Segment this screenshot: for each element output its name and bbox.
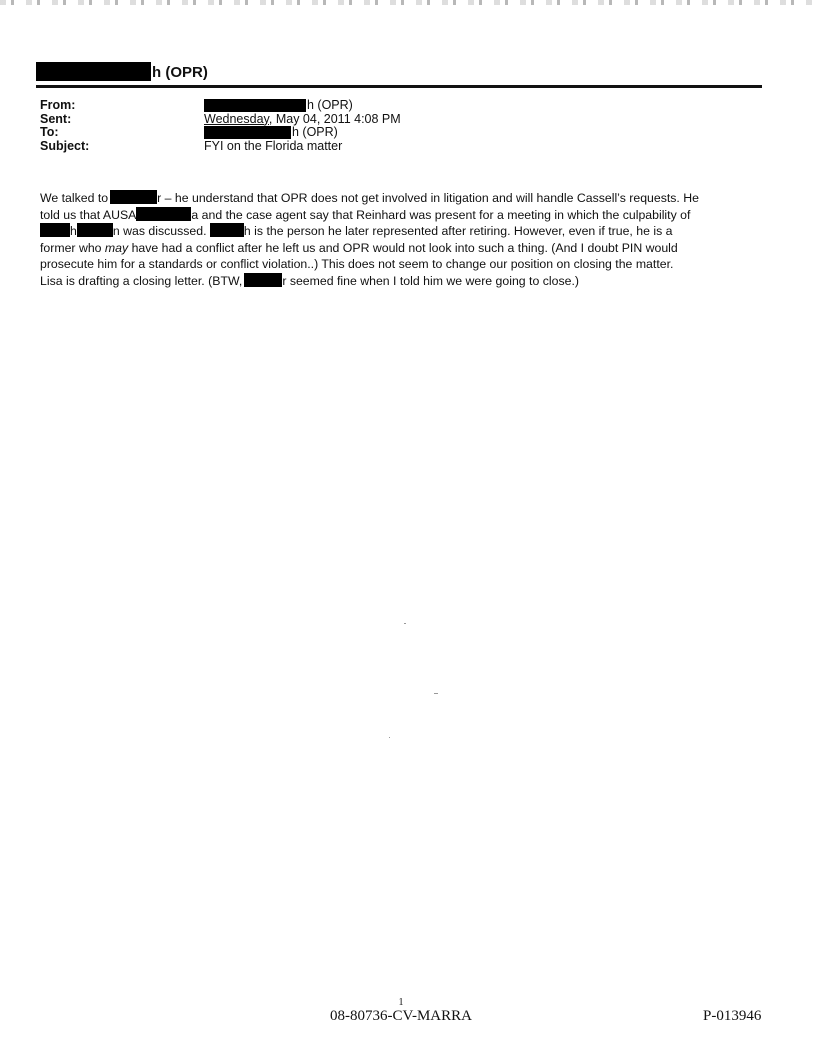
email-header-name (36, 62, 436, 84)
to-value (204, 126, 640, 140)
email-body (40, 190, 760, 289)
sent-label: Sent: (40, 111, 72, 126)
body-text: Lisa is drafting a closing letter. (BTW, (40, 273, 243, 288)
header-name-suffix: h (OPR) (152, 64, 208, 81)
to-label: To: (40, 125, 59, 139)
sent-row (40, 113, 640, 127)
subject-value: FYI on the Florida matter (204, 138, 343, 153)
body-line-2 (40, 207, 760, 224)
body-text: former who (40, 240, 105, 255)
body-text: r – he understand that OPR does not get involved in litigation and will handle Cassell’s requests. He (157, 191, 699, 205)
body-text: have had a conflict after he left us and OPR would not look into such a thing. (And I doubt PIN would (128, 240, 678, 255)
from-label: From: (40, 98, 76, 112)
body-line-6 (40, 273, 760, 290)
body-line-5: prosecute him for a standards or conflict violation..) This does not seem to change our position on closing the matter. (40, 257, 674, 271)
redaction-bar (204, 99, 306, 112)
scan-artifact-top-edge (0, 0, 816, 5)
body-line-4 (40, 240, 760, 257)
redaction-bar (204, 126, 291, 139)
redaction-bar (210, 223, 244, 237)
body-text: We talked to (40, 191, 109, 205)
sent-datetime: May 04, 2011 4:08 PM (275, 111, 401, 126)
from-value-text: h (OPR) (307, 98, 353, 112)
body-text: r seemed fine when I told him we were going to close.) (282, 273, 579, 288)
subject-row (40, 140, 640, 154)
scan-speck (389, 737, 390, 738)
body-text: h (70, 224, 77, 238)
redaction-bar (110, 190, 157, 204)
to-value-text: h (OPR) (292, 125, 338, 139)
to-row (40, 126, 640, 140)
body-line-3 (40, 223, 760, 240)
redaction-bar (36, 62, 151, 81)
subject-label: Subject: (40, 138, 90, 153)
case-number: 08-80736-CV-MARRA (330, 1008, 472, 1024)
sent-weekday: Wednesday, (204, 111, 273, 126)
body-emphasis: may (104, 240, 129, 255)
email-metadata (40, 99, 640, 153)
redaction-bar (77, 223, 113, 237)
redaction-bar (136, 207, 191, 221)
from-row (40, 99, 640, 113)
page-number: 1 (398, 997, 404, 1008)
bates-number: P-013946 (703, 1008, 762, 1024)
body-line-1 (40, 190, 760, 207)
body-text: n was discussed. (112, 224, 207, 238)
body-text: a and the case agent say that Reinhard was present for a meeting in which the culpability of (191, 207, 691, 222)
scan-speck (434, 693, 438, 694)
scan-speck (404, 623, 406, 624)
header-divider (36, 85, 762, 88)
redaction-bar (244, 273, 282, 287)
from-value (204, 99, 640, 113)
body-text: h is the person he later represented after retiring. However, even if true, he is a (243, 224, 673, 238)
body-text: told us that AUSA (40, 207, 137, 222)
sent-value (204, 113, 640, 127)
redaction-bar (40, 223, 70, 237)
